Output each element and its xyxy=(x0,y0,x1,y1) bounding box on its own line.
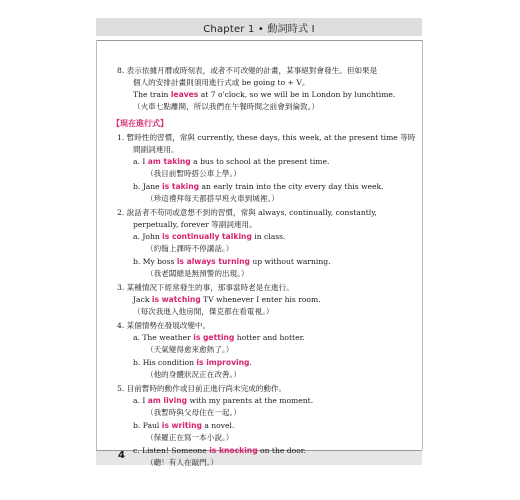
text-line xyxy=(146,458,218,467)
text-run: hotter and hotter. xyxy=(234,333,305,342)
text-run: 3. 某種情況下經常發生的事，那事當時老是在進行。 xyxy=(117,283,294,292)
text-run: The train xyxy=(133,90,171,99)
text-run: b. His condition xyxy=(133,358,197,367)
text-run: a. The weather xyxy=(133,333,194,342)
text-run: （我暫時與父母住在一起。） xyxy=(146,408,241,417)
text-run: （我老闆總是無預警的出現。） xyxy=(146,269,249,278)
highlighted-verb: is improving xyxy=(196,358,250,367)
highlighted-verb: is always turning xyxy=(176,257,250,266)
text-run: on the door. xyxy=(257,446,306,455)
text-run: . xyxy=(249,358,252,367)
text-run: b. Jane xyxy=(133,182,163,191)
highlighted-verb: is continually talking xyxy=(162,232,252,241)
text-line xyxy=(133,333,305,342)
text-line xyxy=(133,307,273,316)
text-run: at 7 o'clock, so we will be in London by lunchtime. xyxy=(198,90,396,99)
text-run: a. I xyxy=(133,396,148,405)
highlighted-verb: is getting xyxy=(193,333,235,342)
text-run: （我目前暫時搭公車上學。） xyxy=(146,169,241,178)
text-line xyxy=(133,257,331,266)
highlighted-verb: am living xyxy=(147,396,188,405)
highlighted-verb: am taking xyxy=(147,157,191,166)
left-margin-rule xyxy=(96,40,97,450)
page-number: 4 xyxy=(118,450,125,461)
text-line xyxy=(117,384,286,393)
text-run: b. Paul xyxy=(133,421,162,430)
text-run: 間副詞連用。 xyxy=(133,145,179,154)
text-line xyxy=(133,78,309,87)
highlighted-verb: is writing xyxy=(161,421,202,430)
text-line xyxy=(133,295,321,304)
text-line xyxy=(117,283,294,292)
text-line xyxy=(146,269,249,278)
chapter-header xyxy=(96,18,422,36)
highlighted-verb: leaves xyxy=(170,90,199,99)
highlighted-verb: is watching xyxy=(151,295,201,304)
text-run: Jack xyxy=(133,295,152,304)
text-run: 5. 目前暫時的動作或目前正進行尚未完成的動作。 xyxy=(117,384,287,393)
text-line xyxy=(146,244,233,253)
text-run: a. John xyxy=(133,232,163,241)
text-line xyxy=(133,182,384,191)
text-line xyxy=(133,102,319,111)
text-run: with my parents at the moment. xyxy=(187,396,314,405)
text-run: TV whenever I enter his room. xyxy=(200,295,321,304)
text-run: 2. 說話者不苟同或意想不到的習慣，常與 always, continually, constantly, xyxy=(117,208,377,217)
text-run: a. I xyxy=(133,157,148,166)
text-run: 1. 暫時性的習慣，常與 currently, these days, this week, at the present time 等時 xyxy=(117,133,416,142)
text-line xyxy=(117,133,415,142)
text-line xyxy=(146,433,233,442)
text-run: up without warning. xyxy=(249,257,331,266)
text-line xyxy=(146,169,241,178)
chapter-title: Chapter 1 • 動詞時式 I xyxy=(203,24,315,35)
text-run: 4. 某個情勢在發展改變中。 xyxy=(117,321,211,330)
text-line xyxy=(117,208,377,217)
text-line xyxy=(133,145,179,154)
text-line xyxy=(146,194,279,203)
text-run: （珍這禮拜每天都搭早班火車到城裡。） xyxy=(146,194,279,203)
text-line xyxy=(146,408,241,417)
text-line xyxy=(133,421,234,430)
text-line xyxy=(133,90,395,99)
text-line xyxy=(133,220,257,229)
right-margin-rule xyxy=(422,40,423,450)
text-line xyxy=(133,157,329,166)
text-line xyxy=(117,321,210,330)
text-line xyxy=(146,370,241,379)
text-run: in class. xyxy=(251,232,286,241)
text-line xyxy=(133,232,285,241)
text-run: （約翰上課時不停講話。） xyxy=(146,244,234,253)
text-line xyxy=(133,358,252,367)
header-rule xyxy=(96,40,422,41)
text-run: 8. 表示依據月曆或時刻表，或者不可改變的計畫，某事絕對會發生。但如果是 xyxy=(117,66,378,75)
text-run: an early train into the city every day this week. xyxy=(199,182,384,191)
text-run: （火車七點離開，所以我們在午餐時間之前會到倫敦。） xyxy=(133,102,320,111)
text-run: （天氣變得愈來愈熱了。） xyxy=(146,345,234,354)
text-run: perpetually, forever 等副詞連用。 xyxy=(133,220,257,229)
text-line xyxy=(133,446,306,455)
section-title xyxy=(112,119,168,128)
text-run: （每次我進入他房間，傑克都在看電視。） xyxy=(133,307,274,316)
highlighted-verb: is knocking xyxy=(209,446,258,455)
text-run: 個人的安排計畫則須用進行式或 be going to + V。 xyxy=(133,78,310,87)
text-run: a bus to school at the present time. xyxy=(190,157,330,166)
highlighted-verb: is taking xyxy=(162,182,200,191)
text-run: （他的身體狀況正在改善。） xyxy=(146,370,241,379)
text-line xyxy=(133,396,313,405)
text-run: （保羅正在寫一本小說。） xyxy=(146,433,234,442)
text-run: （聽！有人在敲門。） xyxy=(146,458,219,467)
text-run: c. Listen! Someone xyxy=(133,446,210,455)
section-title-text: 【現在進行式】 xyxy=(112,119,168,128)
text-run: b. My boss xyxy=(133,257,177,266)
text-line xyxy=(146,345,233,354)
text-run: a novel. xyxy=(201,421,235,430)
text-line xyxy=(117,66,377,75)
